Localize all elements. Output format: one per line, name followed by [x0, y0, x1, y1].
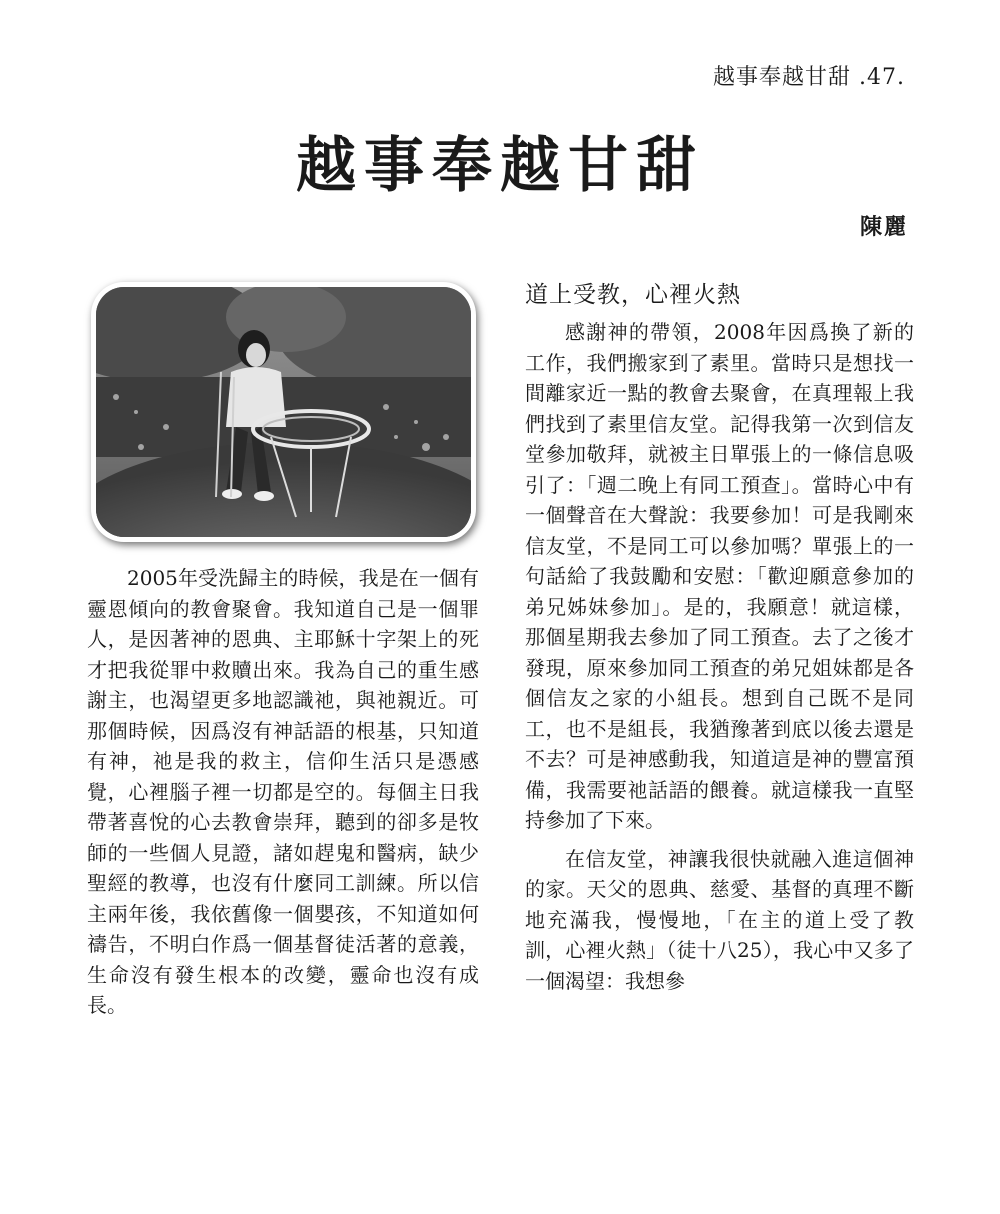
article-photo: [96, 287, 471, 537]
body-paragraph: 感謝神的帶領，2008年因爲換了新的工作，我們搬家到了素里。當時只是想找一間離家近一點的教會去聚會，在真理報上我們找到了素里信友堂。記得我第一次到信友堂參加敬拜，就被主日單張上的一條信息吸引了：「週二晚上有同工預查」。當時心中有一個聲音在大聲說：我要參加！可是我剛來信友堂，不是同工可以參加嗎？單張上的一句話給了我鼓勵和安慰：「歡迎願意參加的弟兄姊妹參加」。是的，我願意！就這樣，那個星期我去參加了同工預查。去了之後才發現，原來參加同工預查的弟兄姐妹都是各個信友之家的小組長。想到自己既不是同工，也不是組長，我猶豫著到底以後去還是不去？可是神感動我，知道這是神的豐富預備，我需要祂話語的餵養。就這樣我一直堅持參加了下來。: [525, 320, 914, 832]
left-column: [87, 563, 479, 1021]
body-paragraph: 在信友堂，神讓我很快就融入進這個神的家。天父的恩典、慈愛、基督的真理不斷地充滿我，慢慢地，「在主的道上受了教訓，心裡火熱」（徒十八25），我心中又多了一個渴望：我想參: [525, 846, 914, 993]
article-title: 越事奉越甘甜: [296, 131, 704, 201]
section-heading: 道上受教，心裡火熱: [525, 282, 741, 308]
right-column: [525, 277, 914, 996]
intro-paragraph: 2005年受洗歸主的時候，我是在一個有靈恩傾向的教會聚會。我知道自己是一個罪人，是因著神的恩典、主耶穌十字架上的死才把我從罪中救贖出來。我為自己的重生感謝主，也渴望更多地認識祂，與祂親近。可那個時候，因爲沒有神話語的根基，只知道有神，祂是我的救主，信仰生活只是憑感覺，心裡腦子裡一切都是空的。每個主日我帶著喜悅的心去教會崇拜，聽到的卻多是牧師的一些個人見證，諸如趕鬼和醫病，缺少聖經的教導，也沒有什麼同工訓練。所以信主兩年後，我依舊像一個嬰孩，不知道如何禱告，不明白作爲一個基督徒活著的意義，生命沒有發生根本的改變，靈命也沒有成長。: [87, 566, 479, 1017]
author-name: 陳麗: [859, 215, 908, 240]
garden-photo-illustration: [96, 287, 471, 537]
running-header: 越事奉越甘甜 .47.: [713, 65, 905, 90]
